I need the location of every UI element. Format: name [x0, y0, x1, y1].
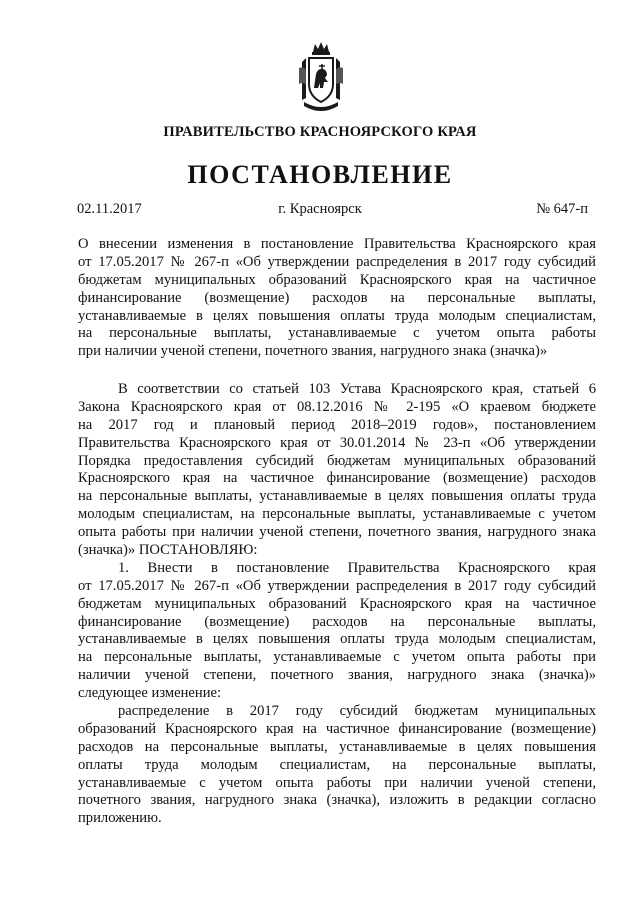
body-line: наличии ученой степени, почетного звания, нагрудного знака (значка)»	[78, 667, 596, 684]
subject-line: от 17.05.2017 № 267-п «Об утверждении распределения в 2017 году субсидий	[78, 253, 596, 270]
document-body	[78, 381, 596, 828]
body-line: 1. Внести в постановление Правительства Красноярского края	[118, 559, 596, 576]
body-line: опыта работы при наличии ученой степени, почетного звания, нагрудного знака	[78, 524, 596, 541]
body-line: почетного звания, нагрудного знака (значка), изложить в редакции согласно	[78, 792, 596, 809]
body-line: устанавливаемые в целях повышения оплаты труда молодым специалистам,	[78, 631, 596, 648]
body-line: от 17.05.2017 № 267-п «Об утверждении распределения в 2017 году субсидий	[78, 577, 596, 594]
body-line: на персональные выплаты, устанавливаемые с учетом опыта работы при	[78, 649, 596, 666]
document-type-title: ПОСТАНОВЛЕНИЕ	[187, 160, 453, 189]
body-line: на 2017 год и плановый период 2018–2019 годов», постановлением	[78, 416, 596, 433]
body-line: финансирование (возмещение) расходов на персональные выплаты,	[78, 613, 596, 630]
document-number: № 647-п	[536, 201, 588, 217]
body-line: следующее изменение:	[78, 685, 222, 702]
organization-title: ПРАВИТЕЛЬСТВО КРАСНОЯРСКОГО КРАЯ	[163, 124, 477, 140]
body-line: бюджетам муниципальных образований Красноярского края на частичное	[78, 595, 596, 612]
body-line: приложению.	[78, 810, 162, 827]
body-line: устанавливаемые с учетом опыта работы при наличии ученой степени,	[78, 774, 596, 791]
body-line: молодым специалистам, на персональные выплаты, устанавливаемые с учетом	[78, 506, 596, 523]
subject-line: финансирование (возмещение) расходов на персональные выплаты,	[78, 289, 596, 306]
body-line: (значка)» ПОСТАНОВЛЯЮ:	[78, 542, 258, 559]
document-date: 02.11.2017	[77, 201, 142, 217]
subject-line: бюджетам муниципальных образований Красноярского края на частичное	[78, 271, 596, 288]
body-line: образований Красноярского края на частичное финансирование (возмещение)	[78, 720, 596, 737]
body-line: Закона Красноярского края от 08.12.2016 № 2-195 «О краевом бюджете	[78, 398, 596, 415]
body-line: распределение в 2017 году субсидий бюджетам муниципальных	[118, 703, 596, 720]
subject-line: устанавливаемые в целях повышения оплаты труда молодым специалистам,	[78, 307, 596, 324]
subject-line: при наличии ученой степени, почетного звания, нагрудного знака (значка)»	[78, 343, 548, 360]
body-line: В соответствии со статьей 103 Устава Красноярского края, статьей 6	[118, 381, 596, 397]
document-subject	[78, 236, 596, 361]
body-line: Правительства Красноярского края от 30.01.2014 № 23-п «Об утверждении	[78, 434, 596, 451]
body-line: Порядка предоставления субсидий бюджетам муниципальных образований	[78, 452, 596, 469]
body-line: оплаты труда молодым специалистам, на персональные выплаты,	[78, 756, 596, 773]
document-city: г. Красноярск	[278, 201, 362, 217]
coat-of-arms-icon	[296, 40, 346, 114]
body-line: расходов на персональные выплаты, устанавливаемые в целях повышения	[78, 738, 596, 755]
subject-line: О внесении изменения в постановление Правительства Красноярского края	[78, 236, 596, 252]
subject-line: на персональные выплаты, устанавливаемые с учетом опыта работы	[78, 325, 596, 342]
body-line: на персональные выплаты, устанавливаемые в целях повышения оплаты труда	[78, 488, 596, 505]
body-line: Красноярского края на частичное финансирование (возмещение) расходов	[78, 470, 596, 487]
